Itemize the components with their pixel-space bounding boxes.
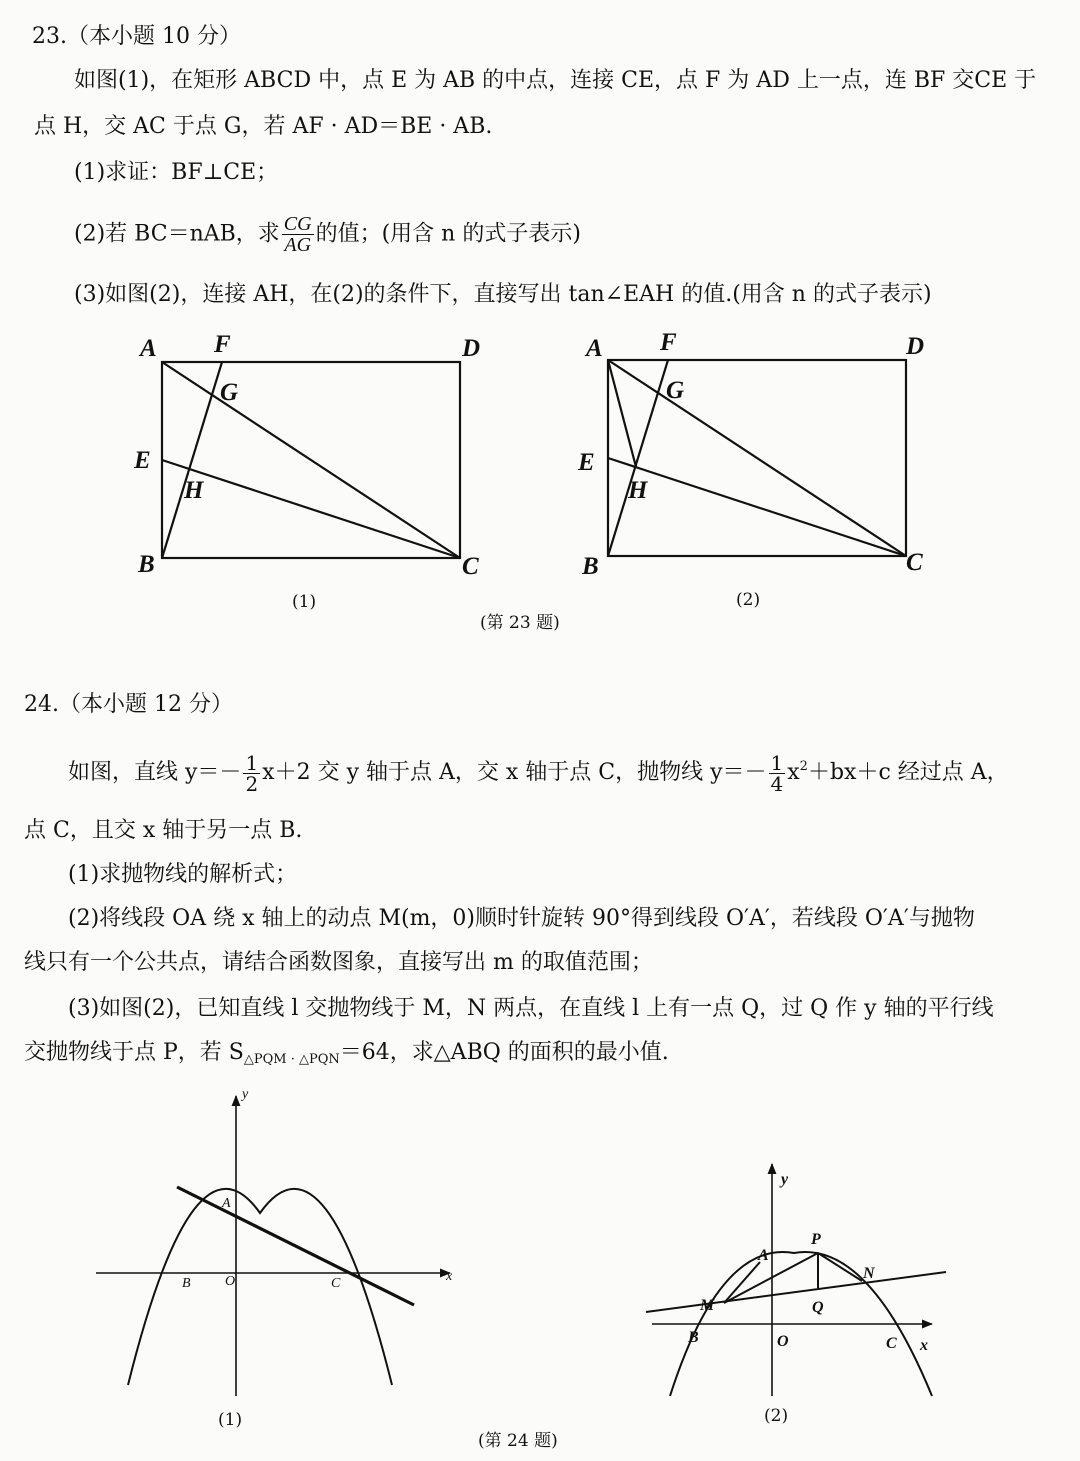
q24-line2: 点 C，且交 x 轴于另一点 B.	[24, 818, 303, 843]
q24-fig2-caption: (2)	[764, 1406, 789, 1426]
fraction-numerator: CG	[283, 213, 312, 235]
point-b-2: B	[688, 1329, 699, 1346]
q24-line1-b: x＋2 交 y 轴于点 A，交 x 轴于点 C，抛物线 y＝－	[262, 760, 767, 785]
label-e-2: E	[578, 449, 595, 476]
q24-part2-line1: (2)将线段 OA 绕 x 轴上的动点 M(m，0)顺时针旋转 90°得到线段 O′A′，若线段 O′A′与抛物	[68, 906, 975, 931]
q23-part2-post: 的值；(用含 n 的式子表示)	[315, 221, 581, 247]
axis-label-x-2: x	[920, 1337, 928, 1354]
point-p: P	[811, 1231, 821, 1248]
q24-line1-d: ＋bx＋c 经过点 A，	[807, 760, 1009, 785]
q23-part3: (3)如图(2)，连接 AH，在(2)的条件下，直接写出 tan∠EAH 的值.(用含 n 的式子表示)	[74, 282, 932, 307]
q23-line1: 如图(1)，在矩形 ABCD 中，点 E 为 AB 的中点，连接 CE，点 F 为 AD 上一点，连 BF 交CE 于	[74, 68, 1037, 93]
axis-label-y-2: y	[781, 1171, 789, 1188]
q23-line2: 点 H，交 AC 于点 G，若 AF · AD＝BE · AB.	[34, 114, 493, 139]
q24-part3-line1: (3)如图(2)，已知直线 l 交抛物线于 M，N 两点，在直线 l 上有一点 Q，过 Q 作 y 轴的平行线	[68, 996, 994, 1021]
label-e: E	[134, 447, 151, 474]
point-m: M	[700, 1297, 715, 1314]
label-c: C	[462, 553, 479, 580]
line-l	[646, 1272, 946, 1312]
area-product-subscript: △PQM · △PQN	[243, 1052, 340, 1067]
q24-part3-line2-a: 交抛物线于点 P，若 S	[24, 1040, 244, 1065]
segment-pn	[818, 1253, 862, 1281]
point-c-2: C	[886, 1335, 897, 1352]
axis-label-y: y	[242, 1087, 249, 1102]
fraction-denominator: 2	[245, 771, 259, 796]
label-h-2: H	[628, 477, 648, 504]
q24-part2-line2: 线只有一个公共点，请结合函数图象，直接写出 m 的取值范围；	[24, 950, 653, 975]
label-a: A	[140, 335, 157, 362]
q23-figure-caption: (第 23 题)	[480, 613, 560, 633]
label-g-2: G	[666, 377, 685, 404]
q24-line1-c: x	[787, 760, 800, 785]
origin-o-2: O	[777, 1333, 789, 1350]
q24-part1: (1)求抛物线的解析式；	[68, 862, 298, 887]
label-d: D	[462, 335, 481, 362]
q23-part1: (1)求证：BF⊥CE；	[74, 160, 279, 185]
point-c: C	[331, 1276, 341, 1291]
label-a-2: A	[586, 335, 603, 362]
label-d-2: D	[906, 333, 925, 360]
point-q: Q	[812, 1299, 824, 1316]
label-b: B	[138, 551, 155, 578]
fraction-numerator: 1	[770, 750, 784, 775]
origin-o: O	[225, 1274, 236, 1289]
label-f: F	[214, 331, 231, 358]
q24-fig1-caption: (1)	[218, 1410, 243, 1430]
label-h: H	[184, 477, 204, 504]
exponent: 2	[799, 759, 808, 774]
q23-fig1-caption: (1)	[292, 592, 317, 612]
q24-line1-a: 如图，直线 y＝－	[68, 760, 242, 785]
label-g: G	[220, 379, 239, 406]
fraction-denominator: 4	[770, 771, 784, 796]
label-b-2: B	[582, 553, 599, 580]
label-c-2: C	[906, 549, 923, 576]
q23-header: 23.（本小题 10 分）	[32, 24, 241, 49]
point-b: B	[182, 1276, 191, 1291]
point-n: N	[863, 1265, 875, 1282]
q23-fig2-caption: (2)	[736, 590, 761, 610]
q24-header: 24.（本小题 12 分）	[24, 692, 233, 717]
q23-part2-pre: (2)若 BC＝nAB，求	[74, 221, 280, 247]
fraction-denominator: AG	[284, 234, 312, 256]
axis-label-x: x	[446, 1269, 453, 1284]
fraction-numerator: 1	[245, 750, 259, 775]
point-a: A	[222, 1196, 231, 1211]
point-a-2: A	[758, 1247, 769, 1264]
q24-figure-caption: (第 24 题)	[478, 1431, 558, 1451]
q24-part3-line2-b: ＝64，求△ABQ 的面积的最小值.	[339, 1040, 669, 1065]
label-f-2: F	[660, 329, 677, 356]
